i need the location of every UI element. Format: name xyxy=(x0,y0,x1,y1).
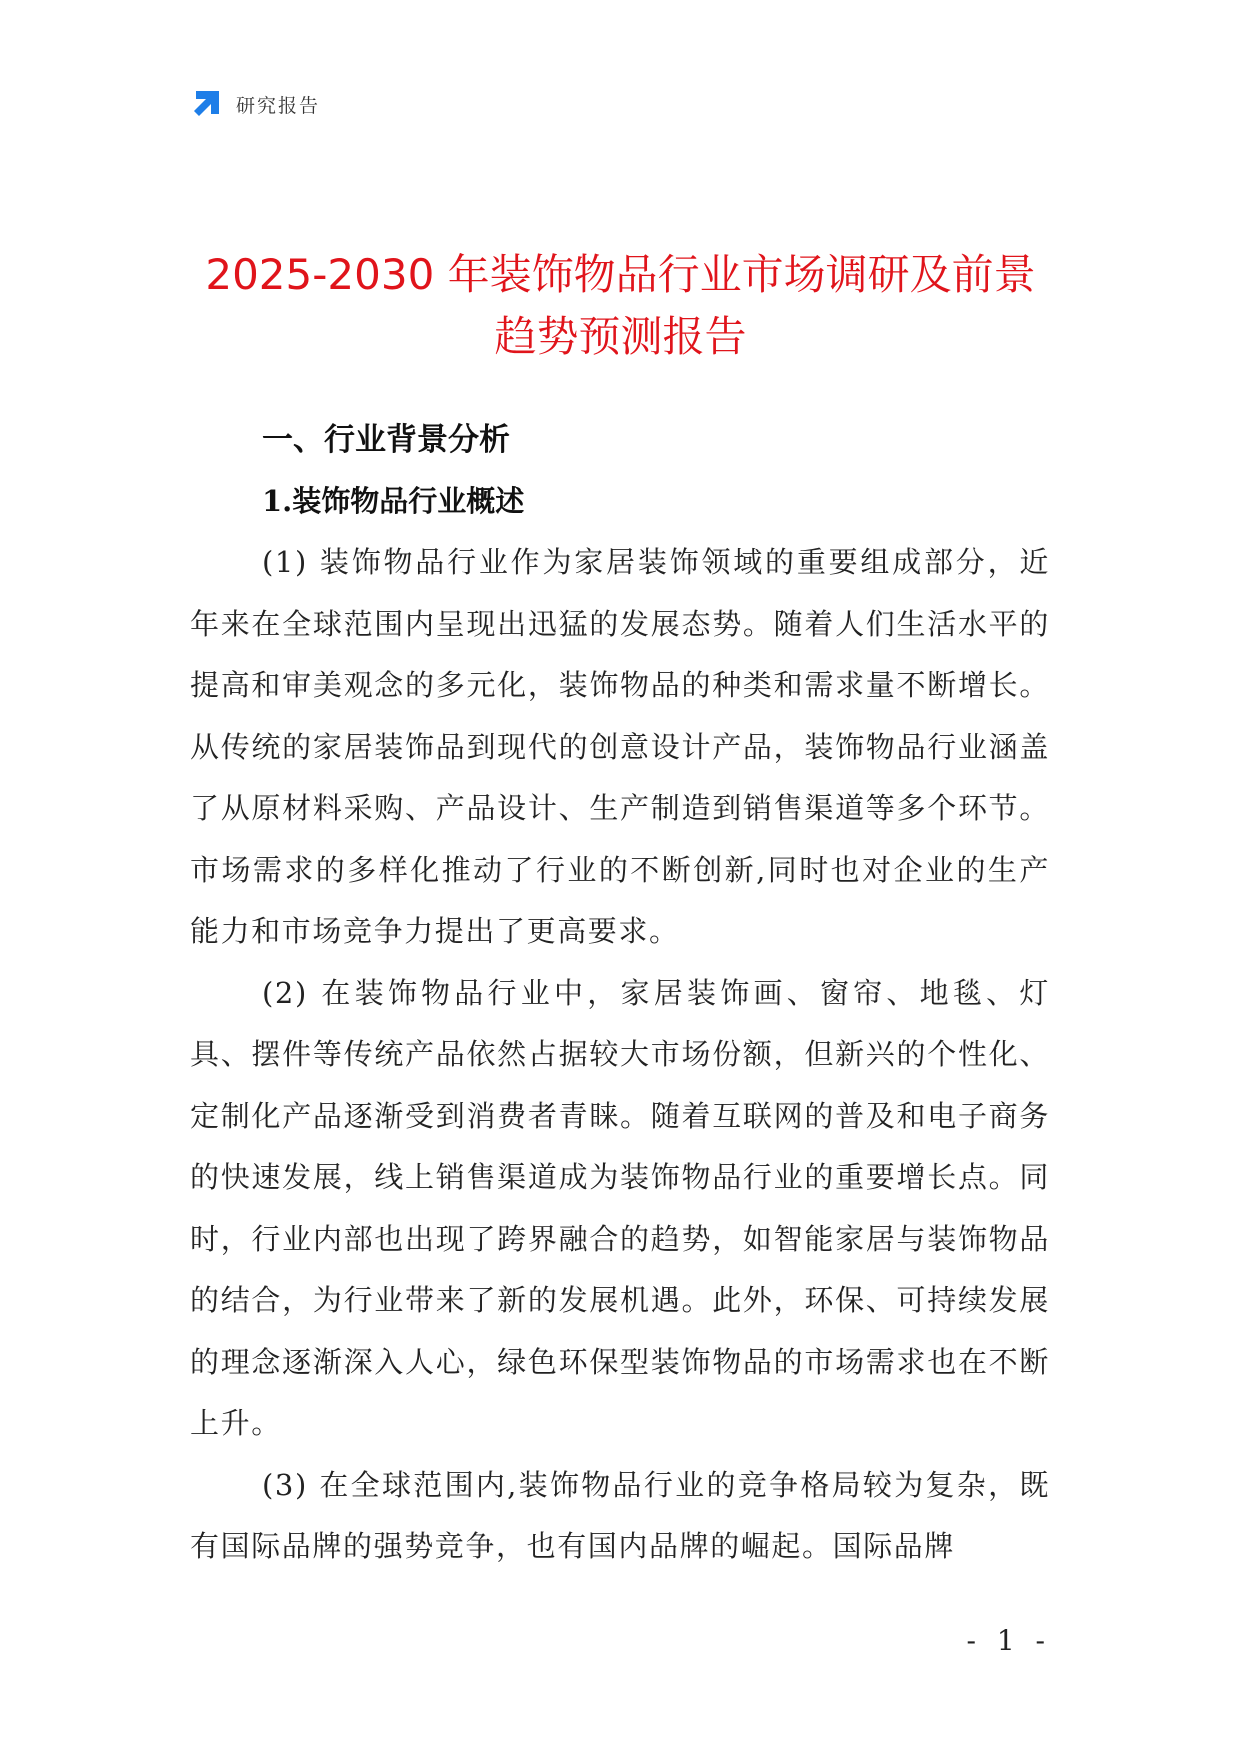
title-line-2: 趋势预测报告 xyxy=(494,312,747,362)
header-label: 研究报告 xyxy=(236,94,321,117)
paragraph-2: (2) 在装饰物品行业中，家居装饰画、窗帘、地毯、灯具、摆件等传统产品依然占据较大市场份额，但新兴的个性化、定制化产品逐渐受到消费者青睐。随着互联网的普及和电子商务的快速发展，线上销售渠道成为装饰物品行业的重要增长点。同时，行业内部也出现了跨界融合的趋势，如智能家居与装饰物品的结合，为行业带来了新的发展机遇。此外，环保、可持续发展的理念逐渐深入人心，绿色环保型装饰物品的市场需求也在不断上升。 xyxy=(190,975,1050,1440)
page-number: - 1 - xyxy=(966,1624,1051,1657)
paragraph-1: (1) 装饰物品行业作为家居装饰领域的重要组成部分，近年来在全球范围内呈现出迅猛的发展态势。随着人们生活水平的提高和审美观念的多元化，装饰物品的种类和需求量不断增长。从传统的家居装饰品到现代的创意设计产品，装饰物品行业涵盖了从原材料采购、产品设计、生产制造到销售渠道等多个环节。市场需求的多样化推动了行业的不断创新,同时也对企业的生产能力和市场竞争力提出了更高要求。 xyxy=(190,545,1050,948)
title-line-1: 2025-2030 年装饰物品行业市场调研及前景 xyxy=(205,250,1036,300)
report-body xyxy=(190,410,1050,1578)
report-header xyxy=(190,88,320,120)
report-title xyxy=(160,244,1081,368)
section-subheading: 1.装饰物品行业概述 xyxy=(262,484,525,518)
paragraph-3: (3) 在全球范围内,装饰物品行业的竞争格局较为复杂，既有国际品牌的强势竞争，也有国内品牌的崛起。国际品牌 xyxy=(190,1467,1050,1563)
section-heading: 一、行业背景分析 xyxy=(262,422,510,458)
arrow-up-right-icon xyxy=(190,88,222,120)
